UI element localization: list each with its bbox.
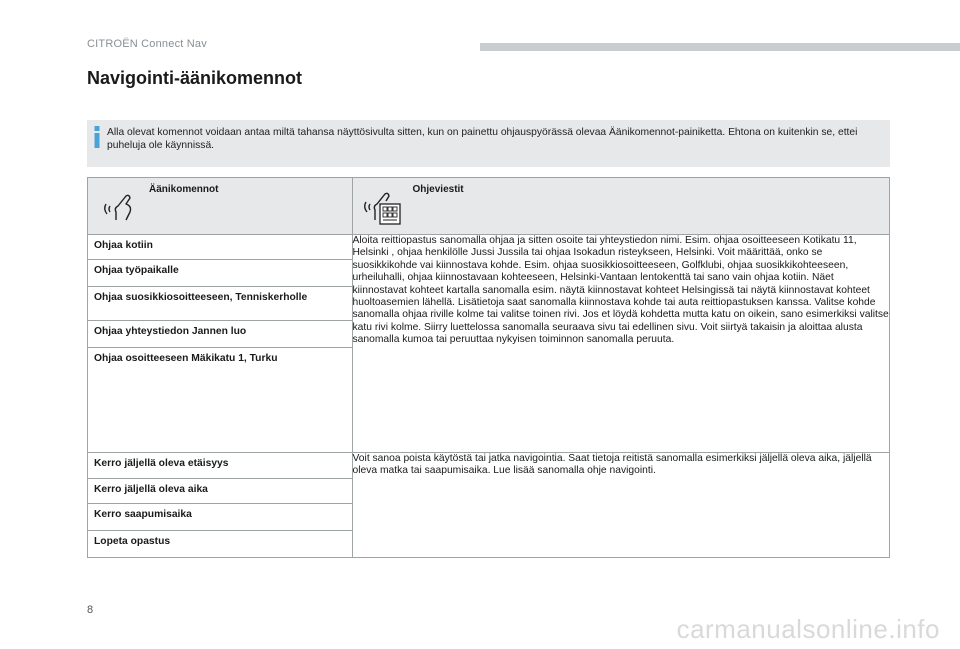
commands-cell <box>88 453 353 558</box>
header-bar <box>480 43 960 51</box>
header-help <box>352 178 890 235</box>
help-cell <box>352 235 890 453</box>
page-number: 8 <box>87 604 94 616</box>
page-title: Navigointi-äänikomennot <box>87 68 303 88</box>
help-text: Voit sanoa poista käytöstä tai jatka navigointia. Saat tietoja reitistä sanomalla esimerkiksi jäljellä oleva aika, jäljellä oleva matka tai saapumisaika. Lue lisää sanomalla ohje navigointi. <box>352 453 872 477</box>
list-item: Ohjaa työpaikalle <box>88 260 352 287</box>
help-text: Aloita reittiopastus sanomalla ohjaa ja sitten osoite tai yhteystiedon nimi. Esim. ohjaa osoitteeseen Kotikatu 11, Helsinki , ohjaa henkilölle Jussi Jussila tai ohjaa Isokadun risteykseen, Helsinki. Voit määrittää, onko se suosikkikohde vai kiinnostava kohde. Esim. ohjaa suosikkiosoitteeseen, Golfklubi, ohjaa suosikkikohteeseen, urheiluhalli, ohjaa kiinnostavaan kohteeseen, Helsinki-Vantaan lentokenttä tai sano vain ohjaa kotiin. Näet kiinnostavat kohteet kartalla sanomalla esim. näytä kiinnostavat kohteet Helsingissä tai näytä kiinnostavat kohteet huoltoasemien lähellä. Lisätietoja saat sanomalla kiinnostava kohde tai auta reittiopastuksen kanssa. Valitse kohde sanomalla ohjaa riville kolme tai valitse toinen rivi. Jos et löydä kohdetta mutta katu on oikein, sano esimerkiksi valitse katu rivi kolme. Siirry luettelossa sanomalla seuraava sivu tai edellinen sivu. Voit siirtyä takaisin ja aloittaa alusta sanomalla kumoa tai peruuttaa nykyisen toiminnon sanomalla peruuta. <box>352 235 889 346</box>
watermark: carmanualsonline.info <box>676 614 940 644</box>
table-row-group-navigate <box>88 235 890 453</box>
info-icon <box>91 126 103 148</box>
info-text: Alla olevat komennot voidaan antaa miltä tahansa näyttösivulta sitten, kun on painettu ohjauspyörässä olevaa Äänikomennot-painiketta. Ehtona on kuitenkin se, ettei puheluja ole käynnissä. <box>107 127 858 151</box>
commands-list <box>88 235 352 452</box>
header-help-label: Ohjeviestit <box>412 184 464 195</box>
voice-command-icon <box>102 190 136 222</box>
help-cell <box>352 453 890 558</box>
voice-commands-table <box>87 177 890 558</box>
list-item: Kerro saapumisaika <box>88 504 352 531</box>
list-item: Kerro jäljellä oleva etäisyys <box>88 453 352 479</box>
table-row-group-route-info <box>88 453 890 558</box>
header-commands <box>88 178 353 235</box>
header-brand: CITROËN Connect Nav <box>87 38 207 50</box>
voice-help-screen-icon <box>363 186 403 226</box>
commands-list <box>88 453 352 557</box>
list-item: Kerro jäljellä oleva aika <box>88 479 352 504</box>
commands-cell <box>88 235 353 453</box>
header-commands-label: Äänikomennot <box>149 184 219 195</box>
list-item: Ohjaa yhteystiedon Jannen luo <box>88 321 352 348</box>
list-item: Ohjaa osoitteeseen Mäkikatu 1, Turku <box>94 353 278 364</box>
info-box <box>87 120 890 167</box>
list-item: Ohjaa kotiin <box>88 235 352 260</box>
list-item: Lopeta opastus <box>94 536 171 547</box>
list-item: Ohjaa suosikkiosoitteeseen, Tenniskerholle <box>88 287 352 321</box>
